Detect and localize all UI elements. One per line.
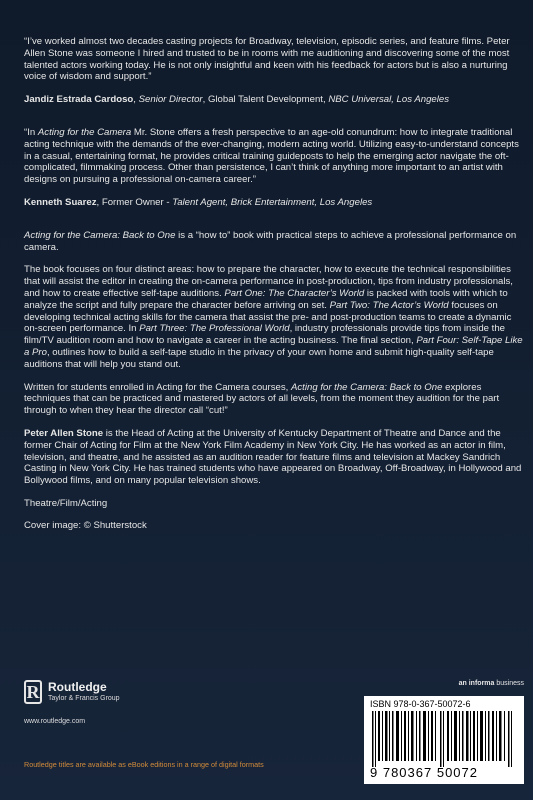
quote-2-text: Mr. Stone offers a fresh perspective to an age-old conundrum: how to integrate traditional acting technique with the demands of the ever-changing, modern acting world. Utilizing easy-to-understand concepts in a casual, entertaining format, he provides critical training guideposts to help the emerging actor navigate the oft-complicated, filmmaking process. Other than persistence, I can’t think of anything more important to an artist with designs on pursuing a professional on-camera career.” — [24, 126, 519, 186]
publisher-sub: Taylor & Francis Group — [48, 695, 120, 702]
students-paragraph: Written for students enrolled in Acting for the Camera courses, Acting for the Camera: Back to One explores techniques that can be practiced and mastered by actors of all levels, from the moment they audition for the part through to when they hear the director call “cut!” — [24, 381, 500, 417]
barcode — [364, 696, 524, 784]
focus-paragraph: The book focuses on four distinct areas: how to prepare the character, how to execute the technical responsibilities that will assist the editor in creating the on-camera performance in post-production, tips from industry professionals, and how to create effective self-tape auditions. Part One: The Character’s World is packed with tools with which to analyze the script and fully prepare the character before arriving on set. Part Two: The Actor’s World focuses on developing technical acting skills for the camera that assist the pre- and post-production teams to create a dynamic on-screen performance. In Part Three: The Professional World, industry professionals provide tips from inside the film/TV audition room and how to navigate a career in the acting business. The final section, Part Four: Self-Tape Like a Pro, outlines how to build a self-tape studio in the privacy of your own home and submit high-quality self-tape auditions that will help you stand out. — [24, 264, 523, 370]
quote-1-text: “I’ve worked almost two decades casting projects for Broadway, television, episodic series, and feature films. Peter Allen Stone was someone I hired and trusted to be in rooms with me auditioning and discovering some of the most talented actors working today. He is not only insightful and keen with his feedback for actors but is also a nurturing voice of wisdom and support.” — [24, 36, 510, 83]
intro-paragraph: Acting for the Camera: Back to One is a “how to” book with practical steps to achieve a professional performance on camera. — [24, 229, 517, 253]
quote-2-author: Kenneth Suarez — [24, 196, 97, 208]
barcode-bars-icon — [370, 711, 518, 767]
routledge-r-icon: R — [24, 680, 42, 704]
quote-1 — [24, 36, 524, 83]
routledge-logo — [24, 680, 120, 704]
quote-2-attribution: Kenneth Suarez, Former Owner - Talent Agent, Brick Entertainment, Los Angeles — [24, 196, 373, 208]
author-name: Peter Allen Stone — [24, 427, 104, 439]
isbn: ISBN 978-0-367-50072-6 — [370, 699, 471, 709]
quote-2: “In Acting for the Camera Mr. Stone offers a fresh perspective to an age-old conundrum: how to integrate traditional acting technique with the demands of the ever-changing, modern acting world. Utilizing easy-to-understand concepts in a casual, entertaining format, he provides critical training guideposts to help the emerging actor navigate the oft-complicated, filmmaking process. Other than persistence, I can’t think of anything more important to an artist with designs on pursuing a professional on-camera career.” — [24, 126, 519, 186]
part-one-title: Part One: The Character’s World — [224, 287, 365, 299]
barcode-area — [364, 680, 524, 784]
quote-1-role: Senior Director — [138, 94, 203, 106]
quote-2-book-title: Acting for the Camera — [37, 126, 132, 138]
cover-credit: Cover image: © Shutterstock — [24, 519, 147, 531]
part-four-title: Part Four: Self-Tape Like a Pro — [24, 335, 523, 358]
quote-2-role: Talent Agent, Brick Entertainment, Los Angeles — [172, 196, 373, 208]
publisher-name: Routledge — [48, 680, 107, 694]
part-two-title: Part Two: The Actor’s World — [329, 299, 449, 311]
quote-1-author: Jandiz Estrada Cardoso — [24, 94, 134, 106]
quote-1-org: NBC Universal, Los Angeles — [328, 94, 449, 106]
informa-label: an informa business — [458, 680, 524, 687]
ebook-note: Routledge titles are available as eBook editions in a range of digital formats — [24, 760, 264, 769]
quote-1-attribution: Jandiz Estrada Cardoso, Senior Director, Global Talent Development, NBC Universal, Los Angeles — [24, 94, 449, 106]
cover-text — [24, 36, 524, 532]
subject-category: Theatre/Film/Acting — [24, 497, 108, 509]
author-bio: Peter Allen Stone is the Head of Acting at the University of Kentucky Department of Theatre and Dance and the former Chair of Acting for Film at the New York Film Academy in New York City. He has worked as an actor in film, television, and theatre, and he assisted as an audition reader for feature films and television at Mackey Sandrich Casting in New York City. He has trained students who have appeared on Broadway, Off-Broadway, in Hollywood and Bollywood films, and on many popular television shows. — [24, 427, 522, 487]
students-book-title: Acting for the Camera: Back to One — [290, 381, 443, 393]
publisher-url: www.routledge.com — [24, 718, 86, 725]
barcode-digits: 9 780367 50072 — [370, 765, 478, 780]
footer — [24, 680, 524, 790]
intro-book-title: Acting for the Camera: Back to One — [24, 229, 176, 241]
part-three-title: Part Three: The Professional World — [139, 323, 290, 335]
